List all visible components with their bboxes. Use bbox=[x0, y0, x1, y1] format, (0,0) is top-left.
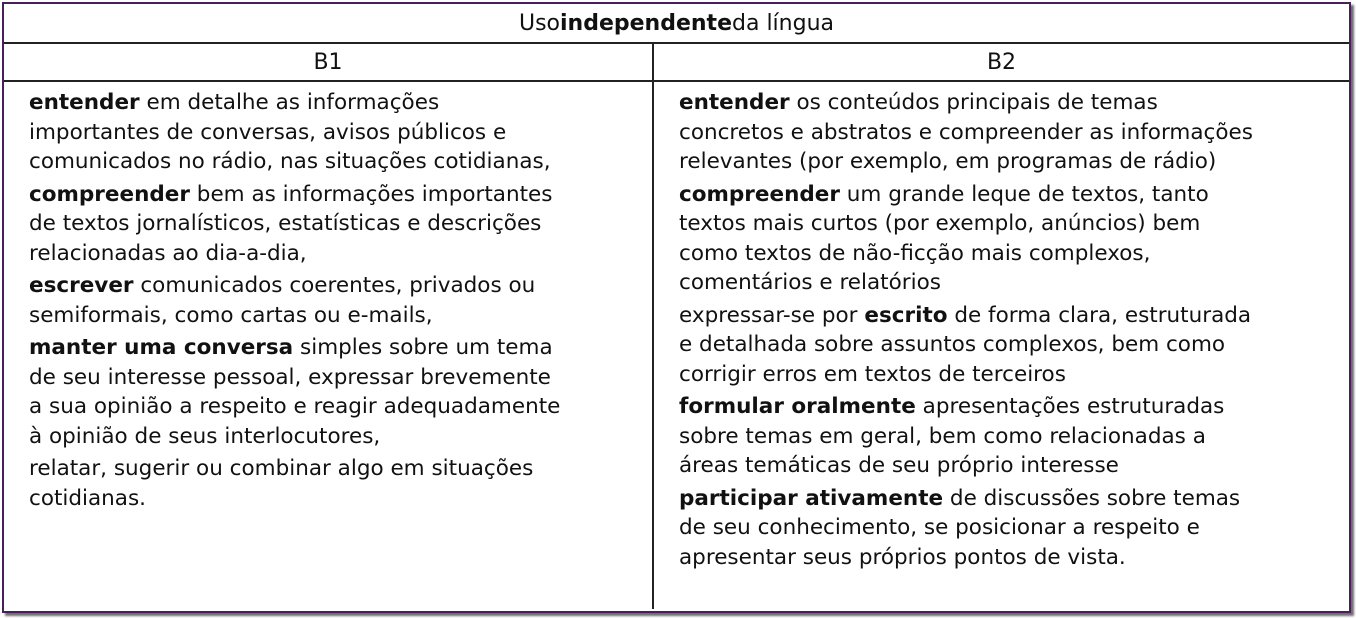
column-header-b2: B2 bbox=[986, 49, 1017, 75]
item-keyword: compreender bbox=[29, 181, 190, 207]
item-keyword: entender bbox=[679, 90, 790, 115]
b2-item bbox=[679, 392, 1344, 481]
item-keyword: escrever bbox=[29, 273, 134, 298]
b2-item bbox=[679, 88, 1344, 177]
column-divider bbox=[652, 44, 654, 609]
b2-item bbox=[679, 180, 1344, 298]
table-frame bbox=[2, 2, 1351, 613]
b1-item bbox=[29, 180, 639, 269]
item-text: comunicados coerentes, privados ou semiformais, como cartas ou e-mails, bbox=[29, 273, 536, 328]
item-text: bem as informações importantes de textos jornalísticos, estatísticas e descrições relacionadas ao dia-a-dia, bbox=[29, 181, 553, 266]
item-keyword: participar ativamente bbox=[679, 485, 944, 511]
title-bold: independente bbox=[560, 10, 732, 36]
item-text: em detalhe as informações importantes de conversas, avisos públicos e comunicados no rádio, nas situações cotidianas, bbox=[29, 90, 551, 174]
item-text: um grande leque de textos, tanto textos mais curtos (por exemplo, anúncios) bem como textos de não-ficção mais complexos, comentários e relatórios bbox=[679, 181, 1209, 295]
b2-item bbox=[679, 301, 1344, 390]
b1-item bbox=[29, 454, 639, 513]
item-keyword: formular oralmente bbox=[679, 394, 916, 419]
b1-item bbox=[29, 88, 639, 177]
b1-item bbox=[29, 271, 639, 330]
b1-content bbox=[29, 88, 639, 516]
title-suffix: da língua bbox=[732, 10, 834, 36]
item-keyword: compreender bbox=[679, 181, 840, 207]
item-keyword: manter uma conversa bbox=[29, 335, 294, 360]
item-text: apresentações estruturadas sobre temas em geral, bem como relacionadas a áreas temáticas de seu próprio interesse bbox=[679, 394, 1225, 478]
column-header-b1: B1 bbox=[313, 49, 343, 75]
b2-content bbox=[679, 88, 1344, 575]
table-title bbox=[4, 4, 1349, 44]
item-text: os conteúdos principais de temas concretos e abstratos e compreender as informações relevantes (por exemplo, em programas de rádio) bbox=[679, 90, 1253, 174]
title-prefix: Uso bbox=[518, 10, 561, 36]
b2-item bbox=[679, 484, 1344, 573]
b1-item bbox=[29, 333, 639, 451]
item-text: relatar, sugerir ou combinar algo em situações cotidianas. bbox=[29, 456, 534, 511]
item-keyword: escrito bbox=[864, 302, 948, 328]
item-text-pre: expressar-se por bbox=[679, 302, 865, 328]
item-text: de discussões sobre temas de seu conhecimento, se posicionar a respeito e apresentar seus próprios pontos de vista. bbox=[679, 485, 1241, 570]
column-header-row bbox=[4, 44, 1349, 82]
item-text: de forma clara, estruturada e detalhada sobre assuntos complexos, bem como corrigir erros em textos de terceiros bbox=[679, 302, 1252, 387]
item-keyword: entender bbox=[29, 90, 140, 115]
item-text: simples sobre um tema de seu interesse pessoal, expressar brevemente a sua opinião a respeito e reagir adequadamente à opinião de seus interlocutores, bbox=[29, 335, 561, 449]
